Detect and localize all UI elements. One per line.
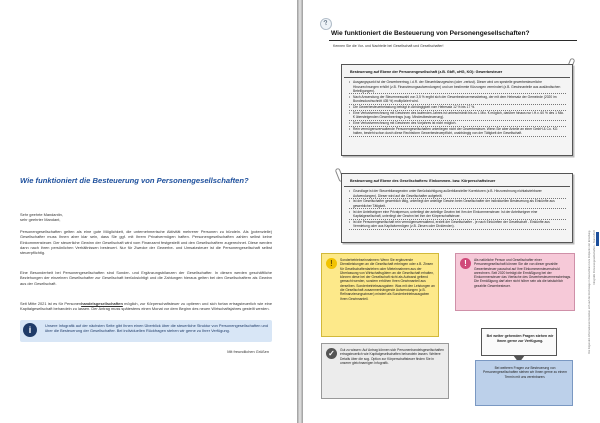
list-item: • Eine Verlustverrechnung mit Gewinnen des Vorjahres ist nicht möglich. [349,121,566,127]
question-text: Bei weiter gehenden Fragen stehen wir Ihnen gerne zur Verfügung. [486,334,554,343]
closing: Mit freundlichen Grüßen [227,349,269,354]
infographic-callout [20,320,272,342]
list-item: • Ausgangspunkt ist der Gewerbeertrag, i.d.R. der Steuerbilanzgewinn (oder -verlust). Dieser wird um spezielle gewerbesteuerliche Hinzurechnungen erhöht (z.B. Finanzierungsaufwendungen) und um bestimmte Kürzungen vermindert (z.B. Gewinnanteile aus ausländischen Beteiligungen). [349,80,566,94]
trade-tax-box-title: Besteuerung auf Ebene der Personengesellschaft (z.B. GbR, oHG, KG): Gewerbesteuer [344,65,570,78]
list-item: • Ist die Personengesellschaft rein vermögensverwaltend, erzielt der Gesellschafter - je nach Einkünften der Gesellschaft - Einkünfte aus Vermietung oder aus Kapitalvermögen (z.B. Zinsen oder Dividenden). [349,220,566,230]
trade-tax-credit-note [455,253,575,311]
good-to-know-text: Gut zu wissen: Auf Antrag können sich Personenhandelsgesellschaften ertragsteuerlich wie Kapitalgesellschaften behandeln lassen. Weitere Details über die sog. Option zur Körperschaftsteuer finden Sie in unserer gleichnamigen Infografik. [340,348,444,365]
question-icon: ? [319,17,334,32]
side-note: Die folgenden Informationen beziehen sich auf die Rechtslage in Deutschland zum Zeitpunkt der Erstellung. [588,230,591,354]
page-marker [596,232,599,246]
list-item: • Eine Verlustverrechnung mit Gewinnen des laufenden Jahres ist unbeschränkt bis zu 1 Mio. € möglich, darüber hinaus nur i.H.v. 60 % des 1 Mio. € übersteigenden Gewerbeertrags (sog. Mindestbesteuerung). [349,111,566,121]
special-business-income-text: Sonderbetriebseinnahmen: Wenn Sie ergänzende Dienstleistungen an die Gesellschaft erbringen oder z.B. Zinsen für Gesellschafterdarlehen oder Mieteinnahmen aus der Überlassung von Wirtschaftsgütern an die Gesellschaft erhalten, können diese bei der Gesellschaft nicht als Aufwand geltend gemacht werden, sondern erhöhen Ihren Gewinnanteil aus derselben. Sonderbetriebsausgaben: Was mit den Leistungen an die Gesellschaft zusammenhängende Aufwendungen (z.B. Refinanzierungszinsen) mindert als Sonderbetriebsausgaben Ihren Gewinnanteil. [340,258,435,301]
special-business-income-note [321,253,439,337]
exclamation-icon: ! [460,258,471,269]
income-tax-box-title: Besteuerung auf Ebene des Gesellschafters: Einkommen- bzw. Körperschaftsteuer [344,174,570,187]
trade-tax-credit-text: Als natürliche Person und Gesellschafter einer Personengesellschaft können Sie die von dieser gezahlte Gewerbesteuer pauschal auf Ihre Einkommensteuerschuld anrechnen. Seit 2020 beträgt die Ermäßigung bei der Einkommensteuer das Vierfache des Gewerbesteuermessbetrags. Die Ermäßigung darf aber nicht höher sein als die tatsächlich gezahlte Gewerbesteuer. [474,258,572,288]
contact-text: Bei weiteren Fragen zur Besteuerung von Personengesellschaften stehen wir Ihnen gerne zu einem Termin mit uns vereinbaren. [483,366,567,379]
side-note-source: Infografik Personengesellschaften - Stand 2022 [593,230,596,285]
trade-tax-list [342,78,572,137]
trade-tax-box [341,64,573,156]
list-item: • Die Gewerbesteuerbelastung beträgt in Abhängigkeit vom Hebesatz 12 % bis 17 %. [349,105,566,111]
list-item: • Rein vermögensverwaltende Personengesellschaften unterliegen nicht der Gewerbesteuer. Wenn Sie aber Anteile an einer GmbH & Co. KG halten, besteht schon durch diese Rechtsform Gewerbesteuerpflicht, unabhängig von der Tätigkeit der Gesellschaft. [349,127,566,137]
letter-title: Wie funktioniert die Besteuerung von Personengesellschaften? [20,176,249,185]
list-item: • Nach Anwendung der Steuermesszahl von 3,5 % ergibt sich der Gewerbesteuermessbetrag, der mit dem Hebesatz der Gemeinde (2020 im Bundesdurchschnitt 435 %) multipliziert wird. [349,94,566,104]
paragraph-option-start: Seit Mitte 2021 ist es für Personen [20,301,82,306]
question-bubble [481,328,557,356]
paragraph-intro: Personengesellschaften gelten als eine gute Möglichkeit, die unternehmerische Aktivität mehrerer Personen zu bündeln. Als (potenzielle) Gesellschafter muss Ihnen aber klar sein, dass Sie ggf. mit Ihrem Privatvermögen haften. Personengesellschaften zahlen selbst keine Einkommensteuer. Der steuerliche Gewinn der Gesellschaft wird vom Finanzamt festgestellt und den Gesellschaftern zugerechnet. Diese werden dann nach ihren persönlichen Verhältnissen besteuert. Nur für Zwecke der Gewerbe- und Umsatzsteuer ist die Personengesellschaft selbst steuerpflichtig. [20,229,272,256]
list-item: • Grundlage ist der Steuerbilanzgewinn unter Berücksichtigung außerbilanzieller Korrekturen (z.B. Hinzurechnung nichtabziehbarer Aufwendungen). Dieser wird auf die Gesellschafter aufgeteilt. [349,189,566,199]
paragraph-option [20,301,272,312]
list-item: • Ist der Anteilseigner eine Privatperson, unterliegt der anteilige Gewinn bei ihm der Einkommensteuer. Ist der Anteilseigner eine Kapitalgesellschaft, unterliegt der Gewinn bei ihm der Körperschaftsteuer. [349,209,566,219]
title-underline [329,40,577,41]
contact-note [475,360,573,406]
info-icon: i [23,323,37,337]
warning-icon: ! [326,258,337,269]
infographic-title: Wie funktioniert die Besteuerung von Personengesellschaften? [331,30,530,37]
salutation: Sehr geehrte Mandantin, sehr geehrter Mandant, [20,212,63,223]
list-item: • Ist der Gesellschafter gewerblich tätig, unterliegt der anteilige Gewinn beim Gesellschafter der individuellen Besteuerung als Einkünfte aus gewerblicher Tätigkeit. [349,199,566,209]
income-tax-list [342,187,572,230]
check-icon: ✓ [326,348,337,359]
infographic-subtitle: Kennen Sie die Vor- und Nachteile bei Gesellschaft und Gesellschafter! [333,44,444,48]
left-page [0,0,297,423]
paragraph-option-end: möglich, zur Körperschaftsteuer zu optieren und sich fortan ertragsteuerlich wie eine Kapitalgesellschaft behandeln zu lassen. Der Antrag muss spätestens einen Monat vor dem Beginn des neuen Wirtschaftsjahres gestellt werden. [20,301,272,312]
income-tax-box [341,173,573,243]
paragraph-special-balances: Eine Besonderheit bei Personengesellschaften sind Sonder- und Ergänzungsbilanzen der Gesellschafter. In diesen werden geschäftliche Beziehungen der einzelnen Gesellschafter zur Gesellschaft berücksichtigt und die Zahlungen hieraus gelten bei den Gesellschaftern als Gewinn aus der Gesellschaft. [20,270,272,286]
paragraph-option-emphasis: handelsgesellschaften [81,301,123,306]
good-to-know-note [321,343,449,399]
callout-text: Unsere Infografik auf der nächsten Seite gibt Ihnen einen Überblick über die steuerliche Struktur von Personengesellschaften und über die Besteuerung der Gesellschafter. Bei individuellen Rückfragen stehen wir gerne zu Ihrer Verfügung. [45,323,268,334]
right-page [303,0,600,423]
